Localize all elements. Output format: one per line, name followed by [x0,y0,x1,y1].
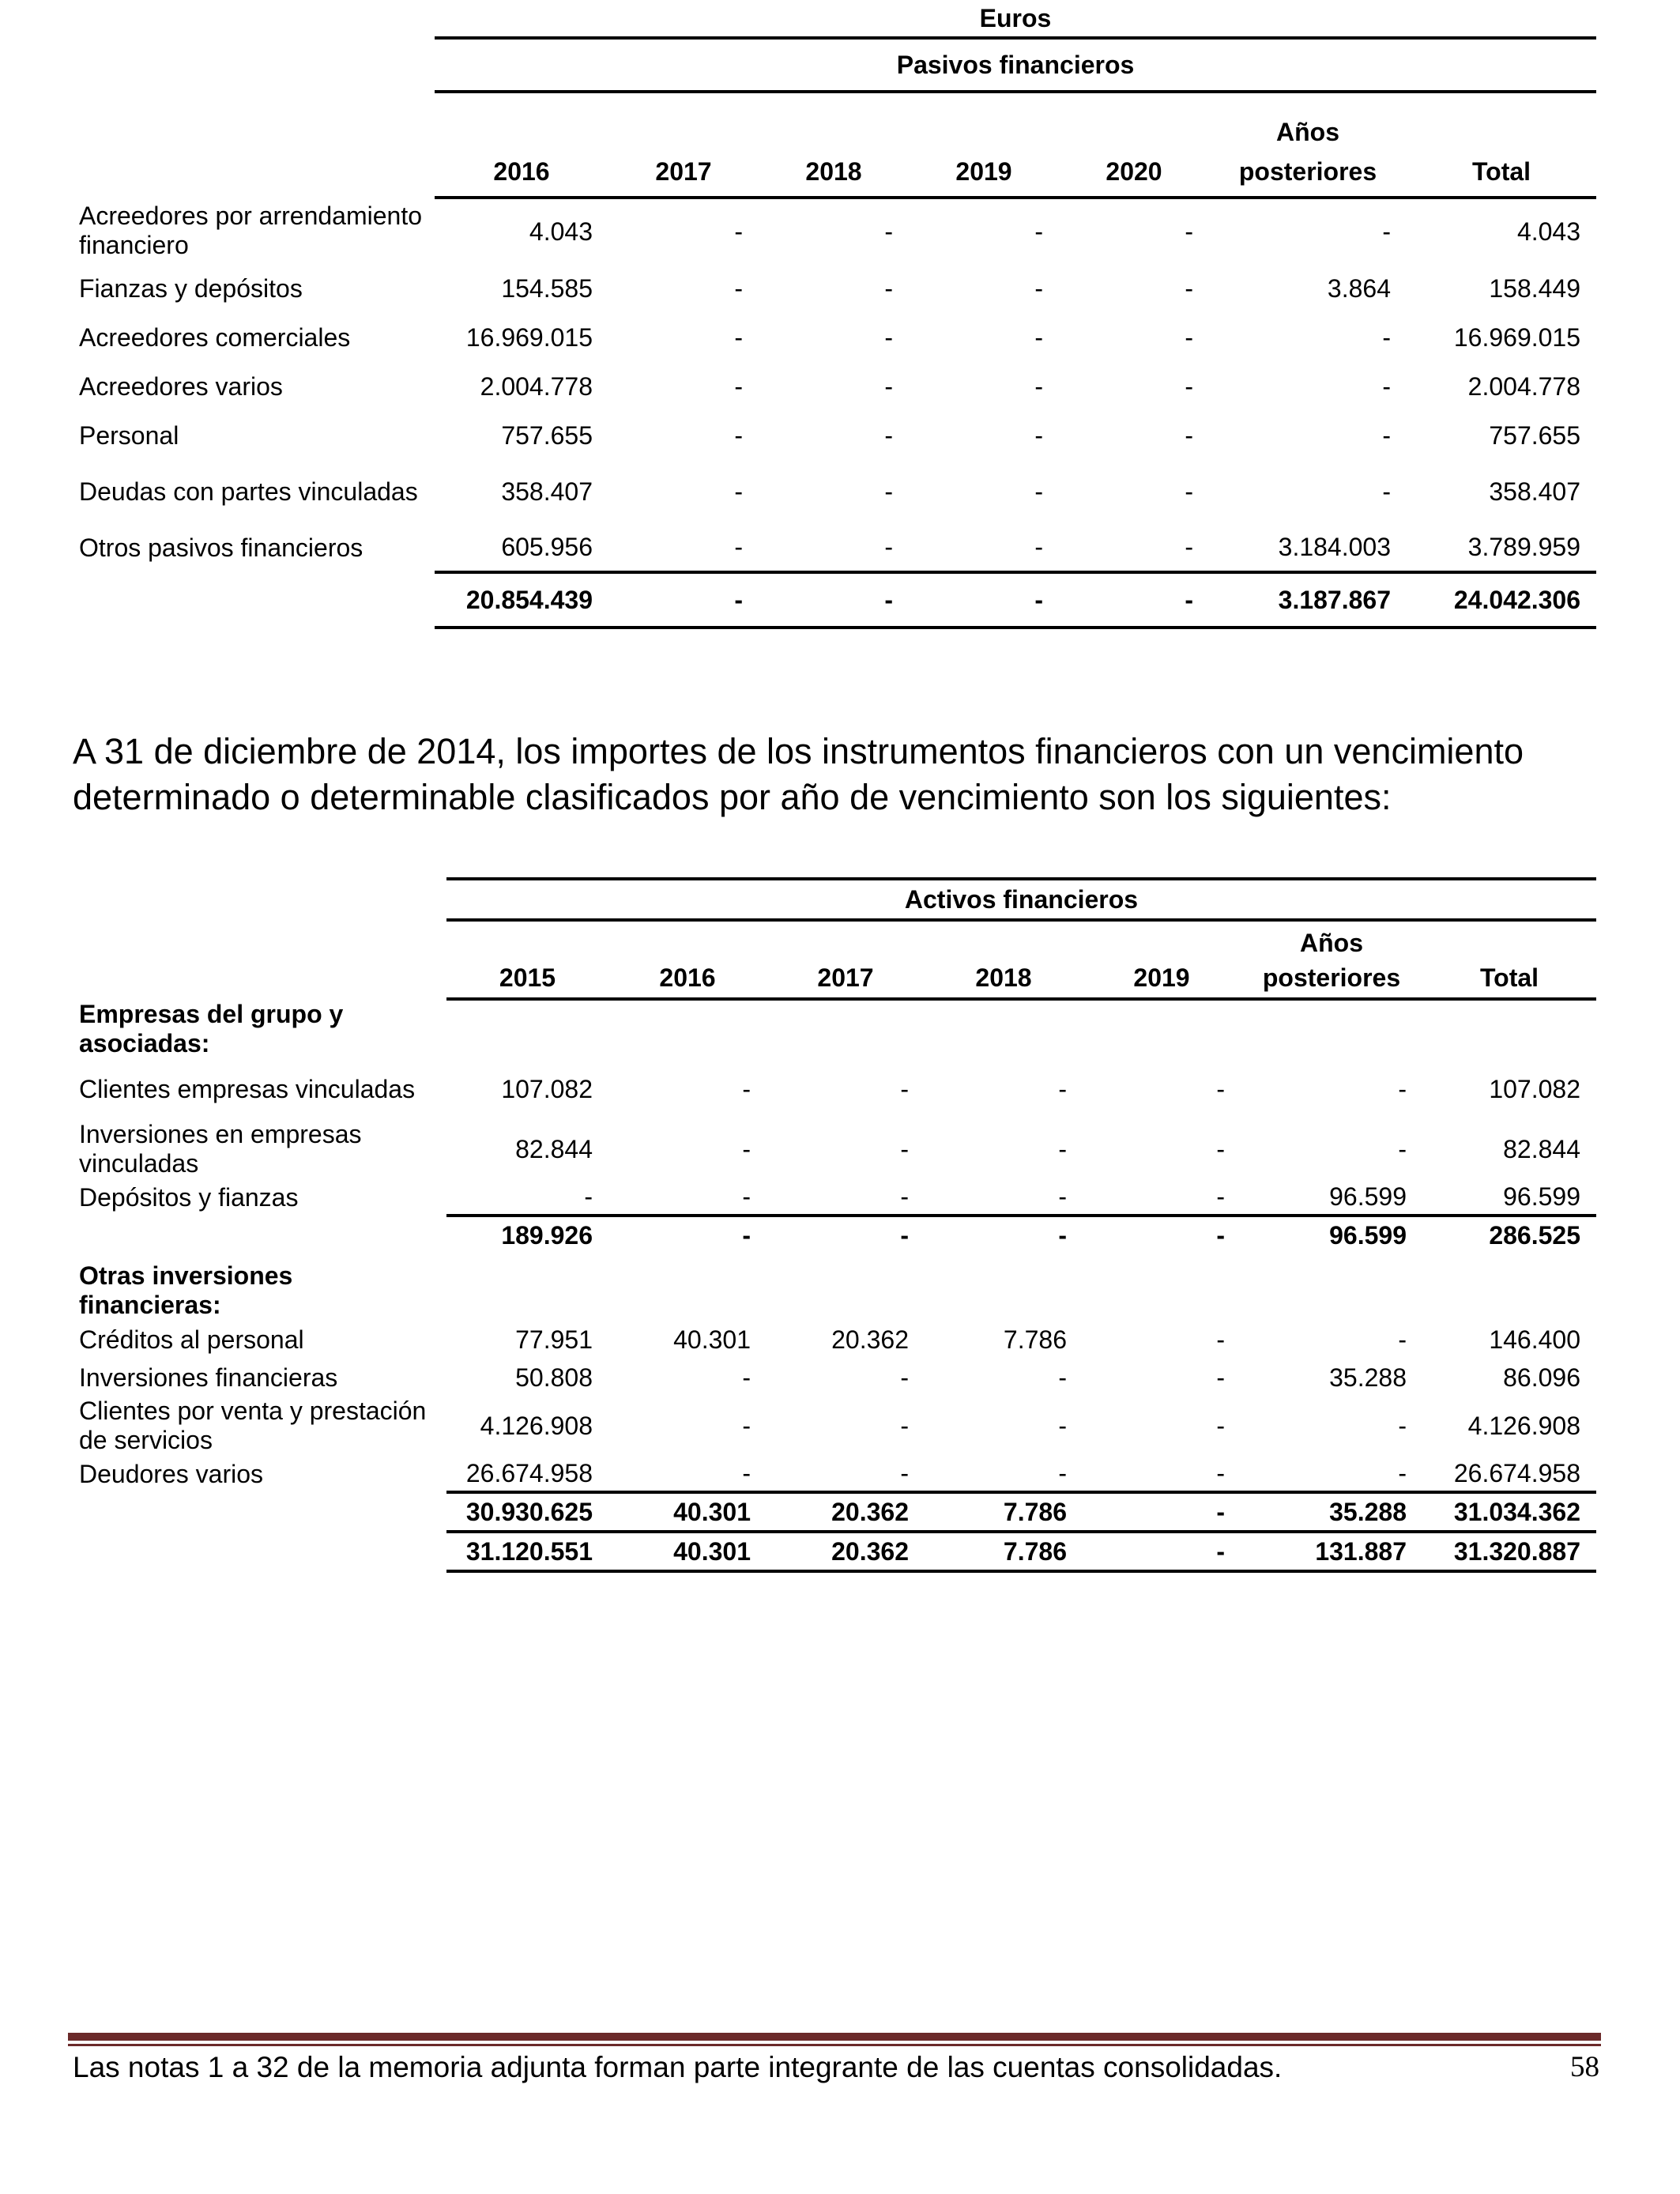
cell: 50.808 [515,1363,593,1392]
table-row [79,1179,1596,1216]
cell: - [1185,217,1193,246]
cell: - [1216,1134,1225,1163]
cell: - [767,1179,925,1216]
cell: 77.951 [515,1325,593,1354]
total-cell: 24.042.306 [1407,572,1596,628]
cell: 82.844 [1503,1134,1580,1163]
cell: - [608,1456,767,1492]
table-row [79,1320,1596,1359]
cell: - [1185,477,1193,506]
footer-rule-thin [68,2044,1601,2046]
years-label: Años [1300,929,1363,957]
table-row [79,1456,1596,1492]
group-heading: Empresas del grupo y asociadas: [79,1000,344,1057]
col-header: 2018 [925,958,1083,999]
cell: - [1382,371,1391,401]
unit-row [79,0,1596,38]
row-label: Inversiones financieras [79,1363,338,1392]
cell: - [1185,420,1193,450]
cell: - [1058,1074,1067,1103]
cell: 2.004.778 [1467,371,1581,401]
cell: - [900,1363,909,1392]
total-row [79,572,1596,628]
subtotal-row [79,1216,1596,1253]
total-row [79,1532,1596,1571]
row-label: Clientes empresas vinculadas [79,1074,416,1103]
total-cell: 31.120.551 [446,1532,608,1571]
cell: - [1059,523,1209,572]
col-header: 2016 [435,147,608,198]
years-label-row [79,92,1596,147]
cell: - [759,523,909,572]
cell: - [1382,477,1391,506]
subtotal-cell: - [742,1220,751,1250]
table-row [79,1396,1596,1456]
cell: - [884,322,893,352]
col-header: 2017 [608,147,759,198]
col-header: Total [1407,147,1596,198]
cell: 757.655 [501,420,593,450]
cell: - [1034,273,1043,303]
total-cell: 20.362 [767,1532,925,1571]
total-cell: 31.320.887 [1422,1532,1596,1571]
row-label: Deudas con partes vinculadas [79,477,418,506]
cell: 16.969.015 [465,322,593,352]
footer-note: Las notas 1 a 32 de la memoria adjunta forman parte integrante de las cuentas consolidadas. [73,2051,1283,2083]
row-label: Fianzas y depósitos [79,273,303,303]
cell: - [742,1411,751,1440]
subtotal-cell: 7.786 [925,1492,1083,1532]
cell: 86.096 [1503,1363,1580,1392]
total-cell: - [909,572,1059,628]
subtotal-cell: 35.288 [1241,1492,1422,1532]
cell: 3.864 [1327,273,1391,303]
cell: 4.043 [529,217,593,246]
cell: - [734,322,743,352]
cell: - [925,1456,1083,1492]
cell: - [1058,1134,1067,1163]
cell: - [1185,273,1193,303]
cell: 26.674.958 [1422,1456,1596,1492]
cell: 82.844 [515,1134,593,1163]
col-header: 2018 [759,147,909,198]
cell: - [909,523,1059,572]
total-cell: 7.786 [925,1532,1083,1571]
table-row [79,523,1596,572]
unit-label: Euros [435,0,1596,38]
cell: - [608,523,759,572]
cell: 40.301 [673,1325,751,1354]
cell: - [742,1134,751,1163]
subtotal-cell: 20.362 [767,1492,925,1532]
row-label: Inversiones en empresas vinculadas [79,1120,362,1178]
cell: 146.400 [1489,1325,1580,1354]
cell: - [884,217,893,246]
cell: 96.599 [1422,1179,1596,1216]
col-header: 2019 [909,147,1059,198]
subtotal-cell: - [1083,1492,1241,1532]
subtotal-cell: 30.930.625 [446,1492,608,1532]
cell: - [1034,217,1043,246]
total-cell: 131.887 [1241,1532,1422,1571]
cell: 4.043 [1516,217,1581,246]
row-label: Otros pasivos financieros [79,533,363,562]
col-header: posteriores [1209,147,1407,198]
activos-financieros-table [79,877,1596,1573]
section-row [79,879,1596,920]
col-header: 2019 [1083,958,1241,999]
cell: 35.288 [1329,1363,1407,1392]
cell: - [1398,1411,1407,1440]
cell: - [900,1411,909,1440]
cell: - [1034,477,1043,506]
cell: - [1185,322,1193,352]
total-cell: 20.854.439 [435,572,608,628]
section-header: Activos financieros [446,879,1596,920]
cell: - [734,273,743,303]
cell: 107.082 [1489,1074,1580,1103]
cell: 4.126.908 [1467,1411,1580,1440]
row-label: Acreedores varios [79,371,283,401]
cell: - [900,1134,909,1163]
cell: - [1216,1325,1225,1354]
column-header-row [79,958,1596,999]
row-label: Clientes por venta y prestación de servicios [79,1397,427,1454]
total-cell: 40.301 [608,1532,767,1571]
cell: 605.956 [435,523,608,572]
cell: - [900,1074,909,1103]
footer-rule [68,2033,1601,2041]
cell: - [1083,1179,1241,1216]
table-row [79,411,1596,460]
group-heading-row [79,1253,1596,1320]
table-row [79,264,1596,313]
col-header: 2020 [1059,147,1209,198]
cell: - [1216,1363,1225,1392]
row-label: Créditos al personal [79,1325,304,1354]
cell: - [1034,371,1043,401]
table-row [79,198,1596,264]
group-heading: Otras inversiones financieras: [79,1261,293,1319]
total-cell: 3.187.867 [1209,572,1407,628]
cell: - [767,1456,925,1492]
subtotal-cell: 286.525 [1489,1220,1580,1250]
row-label: Deudores varios [79,1459,263,1488]
total-cell: - [759,572,909,628]
col-header: posteriores [1241,958,1422,999]
table-row [79,460,1596,523]
cell: - [1382,420,1391,450]
cell: - [734,371,743,401]
cell: 3.789.959 [1407,523,1596,572]
cell: - [446,1179,608,1216]
years-label-row [79,920,1596,958]
column-header-row [79,147,1596,198]
cell: 757.655 [1489,420,1581,450]
subtotal-row [79,1492,1596,1532]
cell: - [1398,1074,1407,1103]
subtotal-cell: 96.599 [1329,1220,1407,1250]
cell: 358.407 [1489,477,1581,506]
cell: - [1241,1456,1422,1492]
subtotal-cell: - [1058,1220,1067,1250]
table-row [79,362,1596,411]
col-header: Total [1422,958,1596,999]
col-header: 2015 [446,958,608,999]
cell: 4.126.908 [480,1411,593,1440]
subtotal-cell: 40.301 [608,1492,767,1532]
cell: - [884,420,893,450]
years-label: Años [1276,118,1339,146]
table-row [79,313,1596,362]
cell: - [742,1074,751,1103]
cell: 7.786 [1003,1325,1067,1354]
cell: - [1382,217,1391,246]
cell: 16.969.015 [1453,322,1581,352]
section-row [79,38,1596,92]
section-header: Pasivos financieros [435,38,1596,92]
row-label: Acreedores por arrendamiento financiero [79,202,423,259]
cell: - [1216,1411,1225,1440]
cell: - [1034,322,1043,352]
subtotal-cell: - [900,1220,909,1250]
cell: - [608,1179,767,1216]
cell: - [884,273,893,303]
cell: - [1083,1456,1241,1492]
cell: 3.184.003 [1209,523,1407,572]
row-label: Depósitos y fianzas [79,1182,299,1212]
table-row [79,1059,1596,1119]
total-cell: - [608,572,759,628]
cell: - [734,477,743,506]
cell: - [925,1179,1083,1216]
cell: - [1058,1363,1067,1392]
intro-paragraph: A 31 de diciembre de 2014, los importes de los instrumentos financieros con un vencimiento determinado o determinable clasificados por año de vencimiento son los siguientes: [73,731,1524,817]
cell: - [742,1363,751,1392]
cell: - [884,477,893,506]
total-cell: - [1059,572,1209,628]
cell: 20.362 [831,1325,909,1354]
subtotal-cell: 31.034.362 [1422,1492,1596,1532]
cell: - [1398,1325,1407,1354]
total-cell: - [1083,1532,1241,1571]
page-number: 58 [1570,2051,1599,2083]
cell: - [1382,322,1391,352]
col-header: 2017 [767,958,925,999]
cell: - [1398,1134,1407,1163]
cell: 96.599 [1241,1179,1422,1216]
subtotal-cell: - [1216,1220,1225,1250]
cell: 358.407 [501,477,593,506]
row-label: Personal [79,420,179,450]
row-label: Acreedores comerciales [79,322,351,352]
cell: - [734,217,743,246]
cell: - [1216,1074,1225,1103]
cell: 154.585 [501,273,593,303]
subtotal-cell: 189.926 [501,1220,593,1250]
cell: 26.674.958 [446,1456,608,1492]
table-row [79,1119,1596,1179]
cell: 158.449 [1489,273,1581,303]
cell: - [884,371,893,401]
cell: - [734,420,743,450]
cell: - [1185,371,1193,401]
cell: 2.004.778 [480,371,593,401]
col-header: 2016 [608,958,767,999]
group-heading-row [79,999,1596,1059]
cell: - [1034,420,1043,450]
table-row [79,1359,1596,1396]
cell: - [1058,1411,1067,1440]
cell: 107.082 [501,1074,593,1103]
pasivos-financieros-table [79,0,1596,629]
